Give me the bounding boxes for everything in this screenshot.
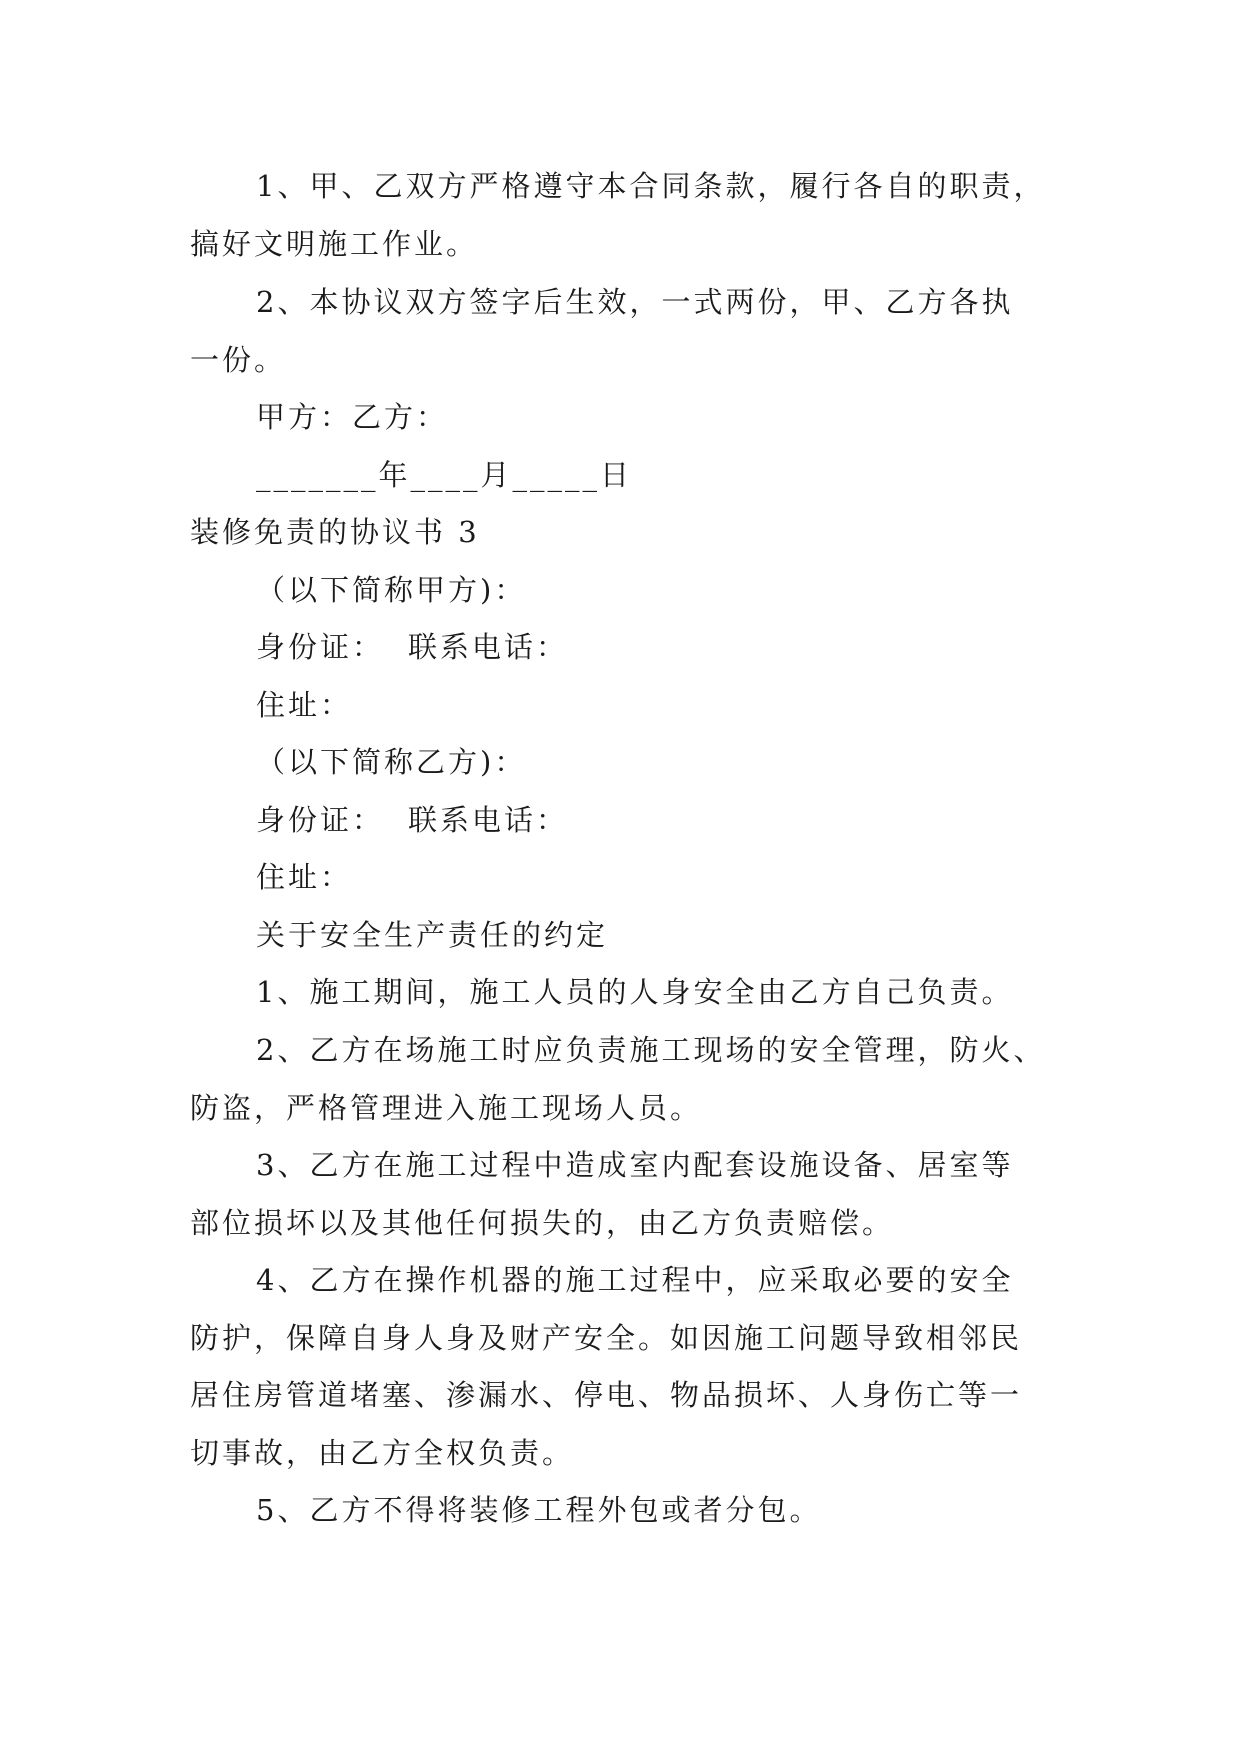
clause-1-line-1: 1、甲、乙双方严格遵守本合同条款，履行各自的职责，	[256, 169, 1046, 203]
clause-2-line-1: 2、本协议双方签字后生效，一式两份，甲、乙方各执	[256, 285, 1014, 319]
signature-parties: 甲方：乙方：	[256, 400, 449, 434]
safety-clause-5: 5、乙方不得将装修工程外包或者分包。	[256, 1493, 822, 1527]
safety-clause-2-line-1: 2、乙方在场施工时应负责施工现场的安全管理，防火、	[256, 1033, 1046, 1067]
safety-clause-4-line-4: 切事故，由乙方全权负责。	[190, 1436, 575, 1470]
safety-clause-1: 1、施工期间，施工人员的人身安全由乙方自己负责。	[256, 975, 1014, 1009]
party-b-contact-row	[256, 800, 568, 840]
safety-clause-4-line-1: 4、乙方在操作机器的施工过程中，应采取必要的安全	[256, 1263, 1014, 1297]
safety-clause-2-line-2: 防盗，严格管理进入施工现场人员。	[190, 1091, 703, 1125]
clause-2-line-2: 一份。	[190, 343, 287, 377]
section-title: 装修免责的协议书 3	[190, 515, 480, 549]
signature-date: _______年____月_____日	[256, 458, 633, 492]
safety-clause-3-line-2: 部位损坏以及其他任何损失的，由乙方负责赔偿。	[190, 1206, 895, 1240]
safety-clause-3-line-1: 3、乙方在施工过程中造成室内配套设施设备、居室等	[256, 1148, 1014, 1182]
party-a-contact-row	[256, 627, 568, 667]
safety-section-heading: 关于安全生产责任的约定	[256, 918, 609, 952]
clause-1-line-2: 搞好文明施工作业。	[190, 227, 479, 261]
party-a-heading: （以下简称甲方)：	[256, 573, 527, 607]
party-a-id-label: 身份证：	[256, 630, 385, 664]
party-b-phone-label: 联系电话：	[408, 803, 569, 837]
party-a-address-label: 住址：	[256, 688, 353, 722]
safety-clause-4-line-3: 居住房管道堵塞、渗漏水、停电、物品损坏、人身伤亡等一	[190, 1378, 1023, 1412]
party-b-heading: （以下简称乙方)：	[256, 745, 527, 779]
party-b-address-label: 住址：	[256, 860, 353, 894]
party-b-id-label: 身份证：	[256, 803, 385, 837]
party-a-phone-label: 联系电话：	[408, 630, 569, 664]
safety-clause-4-line-2: 防护，保障自身人身及财产安全。如因施工问题导致相邻民	[190, 1321, 1023, 1355]
